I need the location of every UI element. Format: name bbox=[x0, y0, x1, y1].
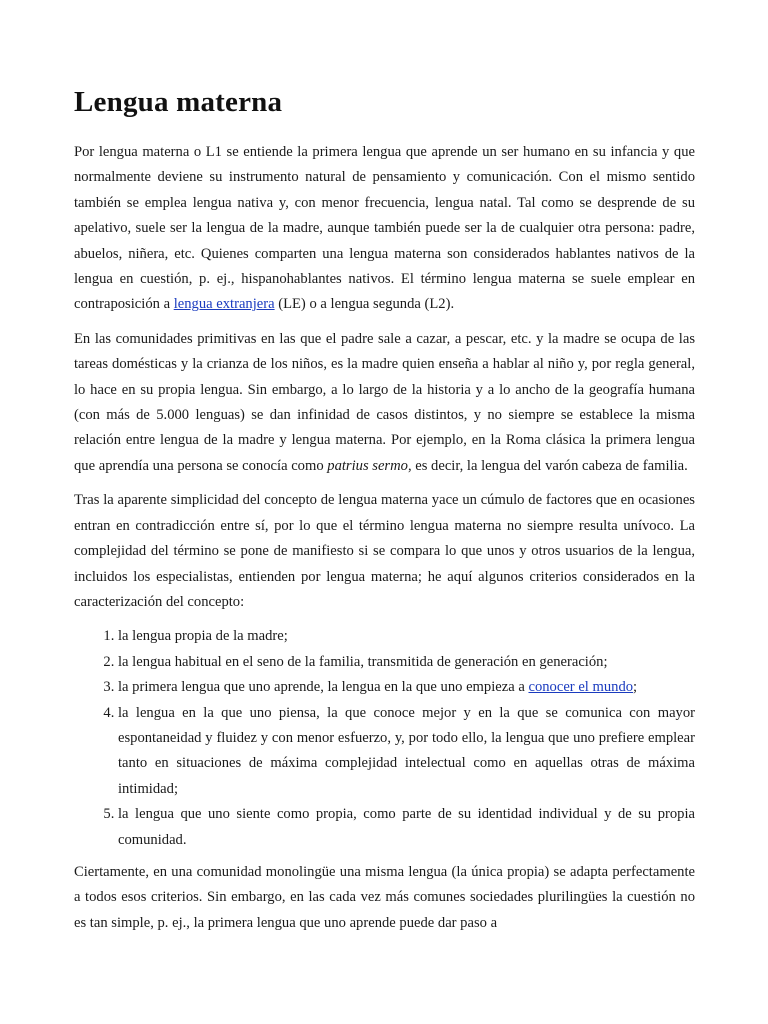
paragraph-text: En las comunidades primitivas en las que el padre sale a cazar, a pescar, etc. y la madre se ocupa de las tareas domésticas y la crianza de los niños, es la madre quien enseña a hablar al niño y, por regla general, lo hace en su propia lengua. Sin embargo, a lo largo de la historia y a lo ancho de la geografía humana (con más de 5.000 lenguas) se dan infinidad de casos distintos, y no siempre se establece la misma relación entre lengua de la madre y lengua materna. Por ejemplo, en la Roma clásica la primera lengua que aprendía una persona se conocía como bbox=[74, 330, 695, 474]
paragraph-history bbox=[74, 327, 695, 479]
paragraph-definition bbox=[74, 140, 695, 318]
link-conocer-el-mundo[interactable]: conocer el mundo bbox=[528, 679, 634, 696]
paragraph-multilingual: Ciertamente, en una comunidad monolingüe una misma lengua (la única propia) se adapta perfectamente a todos esos criterios. Sin embargo, en las cada vez más comunes sociedades plurilingües la cuestión no es tan simple, p. ej., la primera lengua que uno aprende puede dar paso a bbox=[74, 863, 695, 931]
list-item: 2. la lengua habitual en el seno de la familia, transmitida de generación en generación; bbox=[118, 650, 695, 675]
paragraph-text: Por lengua materna o L1 se entiende la primera lengua que aprende un ser humano en su infancia y que normalmente deviene su instrumento natural de pensamiento y comunicación. Con el mismo sentido también se emplea lengua nativa y, con menor frecuencia, lengua natal. Tal como se desprende de su apelativo, suele ser la lengua de la madre, aunque también puede ser la de cualquier otra persona: padre, abuelos, niñera, etc. Quienes comparten una lengua materna son considerados hablantes nativos de la lengua en cuestión, p. ej., hispanohablantes nativos. El término lengua materna se suele emplear en contraposición a bbox=[74, 144, 695, 313]
page-title: Lengua materna bbox=[74, 86, 283, 118]
list-item-text: la primera lengua que uno aprende, la lengua en la que uno empieza a bbox=[118, 679, 529, 696]
list-item: 4. la lengua en la que uno piensa, la que conoce mejor y en la que se comunica con mayor espontaneidad y fluidez y con menor esfuerzo, y, por todo ello, la lengua que uno prefiere emplear tanto en situaciones de máxima complejidad intelectual como en aquellas otras de máxima intimidad; bbox=[118, 701, 695, 803]
link-lengua-extranjera[interactable]: lengua extranjera bbox=[173, 296, 275, 313]
latin-term: patrius sermo bbox=[327, 457, 408, 474]
list-item bbox=[118, 675, 695, 700]
paragraph-text: , es decir, la lengua del varón cabeza de familia. bbox=[407, 457, 688, 474]
paragraph-text: (LE) o a lengua segunda (L2). bbox=[274, 296, 455, 313]
list-item-text: ; bbox=[633, 679, 638, 696]
list-item: 1. la lengua propia de la madre; bbox=[118, 624, 695, 649]
paragraph-complexity: Tras la aparente simplicidad del concepto de lengua materna yace un cúmulo de factores que en ocasiones entran en contradicción entre sí, por lo que el término lengua materna no siempre resulta unívoco. La complejidad del término se pone de manifiesto si se compara lo que unos y otros usuarios de la lengua, incluidos los especialistas, entienden por lengua materna; he aquí algunos criterios considerados en la caracterización del concepto: bbox=[74, 492, 695, 610]
criteria-list bbox=[74, 624, 695, 853]
list-item: 5. la lengua que uno siente como propia, como parte de su identidad individual y de su propia comunidad. bbox=[118, 802, 695, 853]
document-page bbox=[74, 84, 695, 945]
